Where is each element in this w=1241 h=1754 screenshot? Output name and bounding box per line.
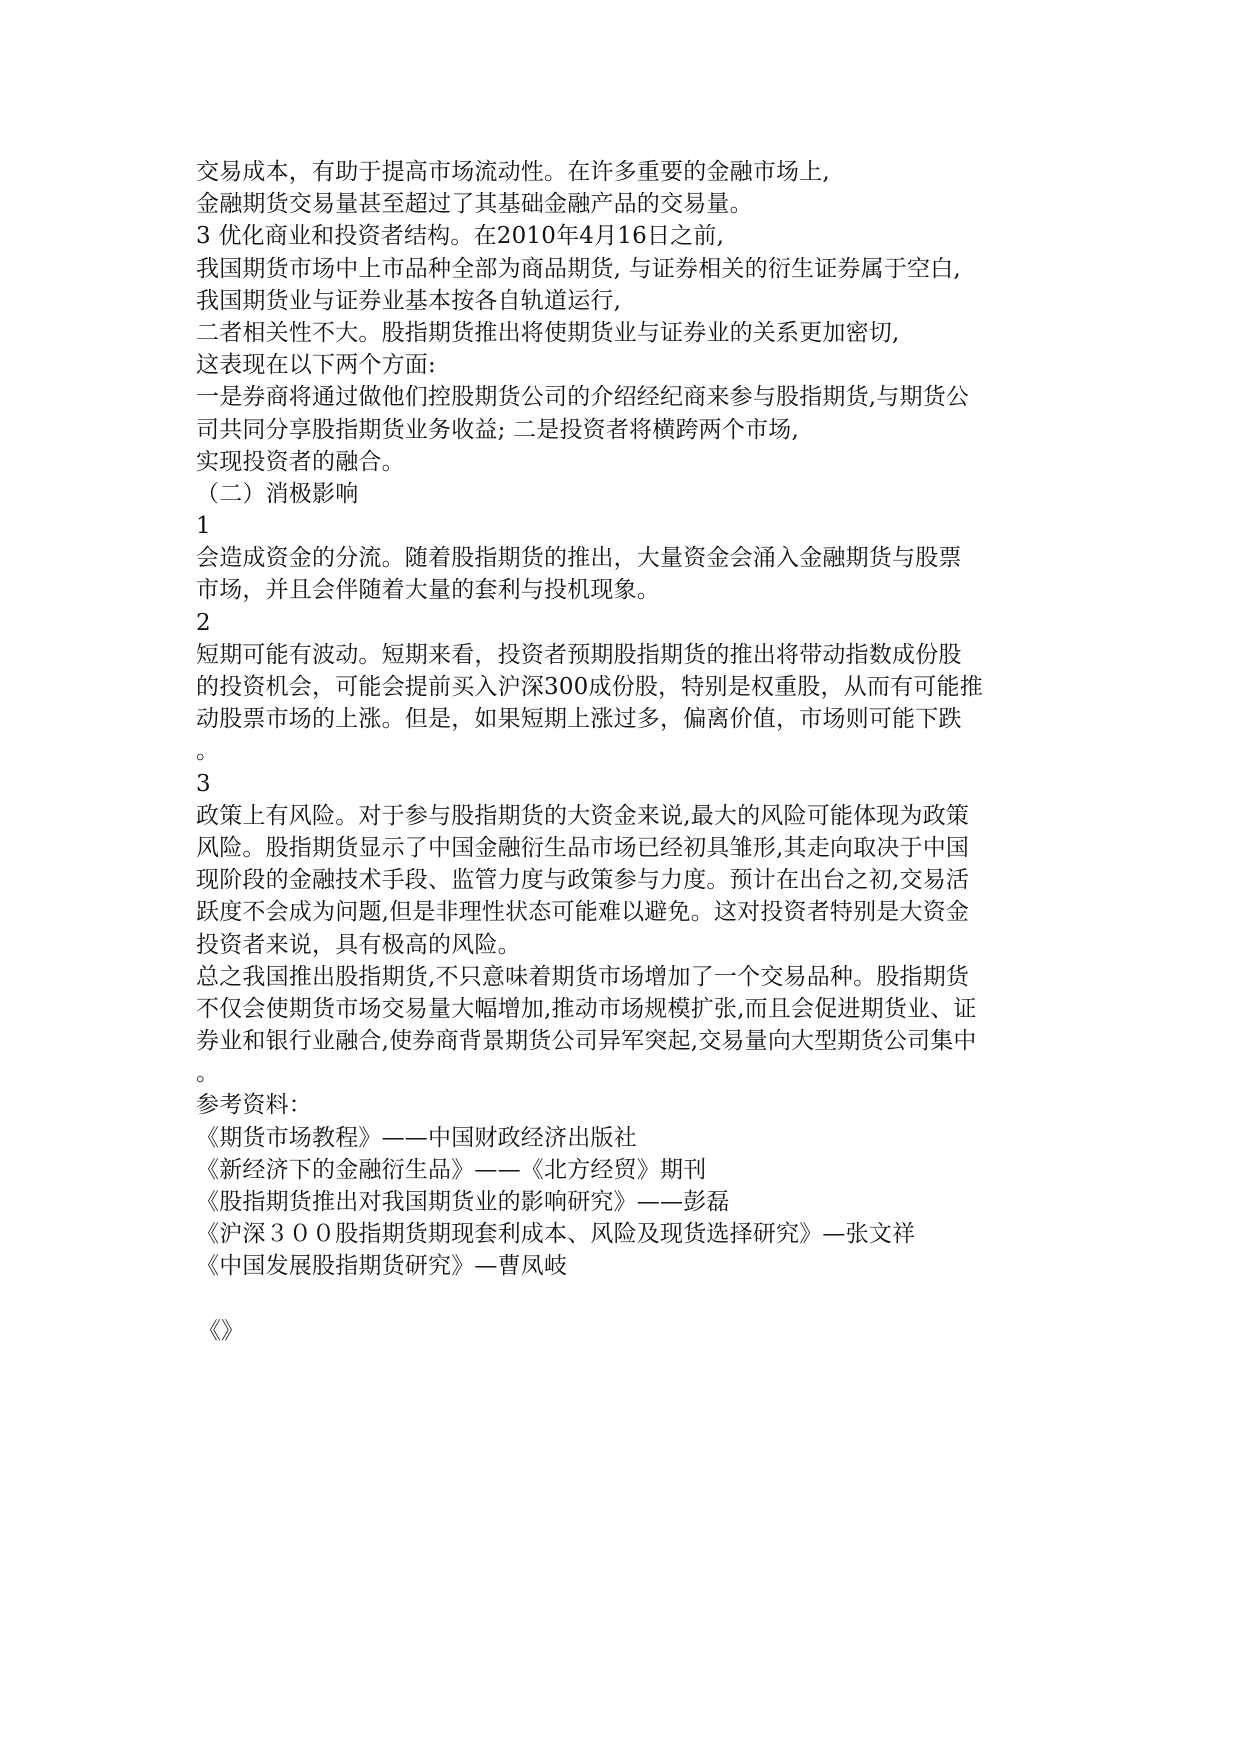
text-line: 风险。股指期货显示了中国金融衍生品市场已经初具雏形,其走向取决于中国 xyxy=(196,834,970,861)
text-line: 一是券商将通过做他们控股期货公司的介绍经纪商来参与股指期货,与期货公 xyxy=(196,384,970,411)
text-line: 会造成资金的分流。随着股指期货的推出，大量资金会涌入金融期货与股票 xyxy=(196,545,962,572)
text-line: 动股票市场的上涨。但是，如果短期上涨过多，偏离价值，市场则可能下跌 xyxy=(196,706,962,733)
reference-item: 《新经济下的金融衍生品》——《北方经贸》期刊 xyxy=(196,1156,707,1183)
text-line: 市场，并且会伴随着大量的套利与投机现象。 xyxy=(196,577,660,604)
text-line: 这表现在以下两个方面: xyxy=(196,352,436,379)
document-body xyxy=(196,156,1046,1347)
text-line: 的投资机会，可能会提前买入沪深300成份股，特别是权重股，从而有可能推 xyxy=(196,674,983,700)
item-number: 2 xyxy=(196,609,211,636)
section-heading: （二）消极影响 xyxy=(196,480,359,507)
text-line: 。 xyxy=(196,1060,220,1087)
text-line: 总之我国推出股指期货,不只意味着期货市场增加了一个交易品种。股指期货 xyxy=(196,963,970,990)
text-line: 3 优化商业和投资者结构。在2010年4月16日之前, xyxy=(196,223,725,250)
reference-item: 《期货市场教程》——中国财政经济出版社 xyxy=(196,1124,637,1151)
references-heading: 参考资料： xyxy=(196,1092,312,1119)
text-line: 金融期货交易量甚至超过了其基础金融产品的交易量。 xyxy=(196,191,753,218)
text-line: 政策上有风险。对于参与股指期货的大资金来说,最大的风险可能体现为政策 xyxy=(196,802,970,829)
text-line: 二者相关性不大。股指期货推出将使期货业与证券业的关系更加密切, xyxy=(196,319,900,346)
text-line: 司共同分享股指期货业务收益; 二是投资者将横跨两个市场, xyxy=(196,416,799,443)
item-number: 1 xyxy=(196,513,211,540)
text-line: 实现投资者的融合。 xyxy=(196,448,405,475)
text-line: 跃度不会成为问题,但是非理性状态可能难以避免。这对投资者特别是大资金 xyxy=(196,899,970,926)
text-line: 投资者来说，具有极高的风险。 xyxy=(196,931,521,958)
text-line: 不仅会使期货市场交易量大幅增加,推动市场规模扩张,而且会促进期货业、证 xyxy=(196,995,977,1022)
item-number: 3 xyxy=(196,770,211,797)
reference-item: 《沪深３００股指期货期现套利成本、风险及现货选择研究》—张文祥 xyxy=(196,1221,916,1248)
text-line: 短期可能有波动。短期来看，投资者预期股指期货的推出将带动指数成份股 xyxy=(196,641,962,668)
trailing-brackets: 《》 xyxy=(198,1317,244,1344)
text-line: 券业和银行业融合,使券商背景期货公司异军突起,交易量向大型期货公司集中 xyxy=(196,1028,977,1055)
spacer xyxy=(196,1283,1046,1315)
reference-item: 《股指期货推出对我国期货业的影响研究》——彭磊 xyxy=(196,1189,730,1215)
reference-item: 《中国发展股指期货研究》—曹凤岐 xyxy=(196,1253,568,1280)
text-line: 交易成本，有助于提高市场流动性。在许多重要的金融市场上, xyxy=(196,159,830,185)
text-line: 我国期货业与证券业基本按各自轨道运行, xyxy=(196,287,622,314)
text-line: 现阶段的金融技术手段、监管力度与政策参与力度。预计在出台之初,交易活 xyxy=(196,867,970,894)
text-line: 我国期货市场中上市品种全部为商品期货, 与证券相关的衍生证券属于空白, xyxy=(196,255,961,282)
text-line: 。 xyxy=(196,738,220,765)
